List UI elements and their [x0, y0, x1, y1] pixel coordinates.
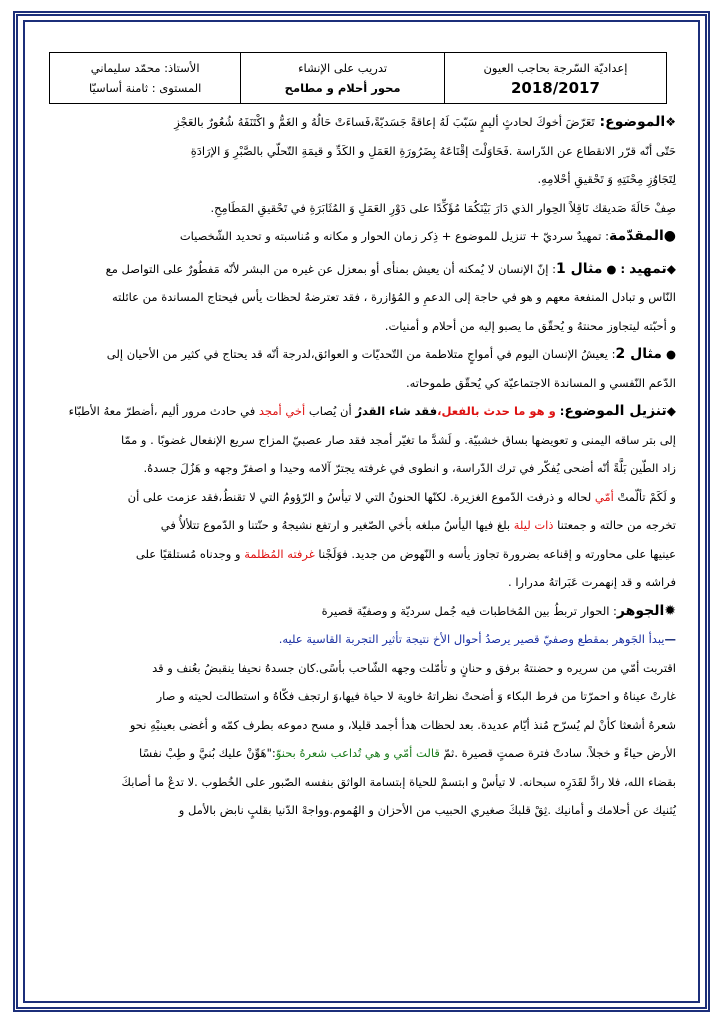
subject-line-4: صِفْ حَالَةَ صَديقك نَاقِلاً الحِوار الذي دَارَ بَيْنَكُمَا مُؤَكِّدًا على دَوْرِ العَمَلِ وَ المُثَابَرَةِ في تَحْقيقِ المَطَامِحِ. — [210, 200, 676, 215]
application-line-5b: بلغ فيها اليأسُ مبلغه بأخي الصّغير و ارتفع نشيجهُ و حنّتنا و الدّموع تتلألأُ في — [160, 518, 514, 532]
teacher-name: الأستاذ: محمّد سليماني — [90, 61, 200, 75]
school-year: 2018/2017 — [510, 79, 600, 97]
phrase-destiny: فقد شاء القدرُ — [355, 404, 438, 418]
level: المستوى : ثامنة أساسيّا — [88, 81, 202, 95]
course-title: تدريب على الإنشاء — [298, 61, 388, 75]
subject-line-2: حَتّى أنّه قرّر الانقطاع عن الدّراسة .فَحَاوَلْتَ إقْنَاعَهُ بِضَرُورَةِ العَمَلِ و الكَدِّ و قيمَةِ التّحلّي بالصَّبْرِ وَ الإرَادَةِ — [190, 143, 676, 158]
intro-label: المقدّمة — [609, 228, 664, 244]
diamond-flower-icon: ❖ — [665, 115, 676, 129]
core-section — [40, 597, 676, 825]
star-burst-icon: ✹ — [664, 602, 676, 619]
application-line-6a: عينيها على محاورته و إقناعه بضرورة تجاوز يأسه و النّهوض من جديد. فوَلَجْنا — [314, 546, 676, 561]
application-line-7: فراشه و قد إنهمرت عَبَراتهُ مدرارا . — [508, 575, 676, 589]
dark-room-word: غرفته المُظلمة — [244, 546, 315, 561]
subject-section: ❖الموضوع: تَعَرّضَ أخوكَ لحادثٍ أليمٍ سَبّبَ لَهُ إعاقةً جَسَديّةً،فَساءَتْ حَالُهُ و الغَمُّ و اكْتَنَفَهُ شُعُورٌ بالعَجْزِ حَتّى أنّه قرّر الانقطاع عن الدّراسة .فَحَاوَلْتَ إقْنَاعَهُ بِضَرُورَةِ العَمَلِ و الكَدِّ و قيمَةِ التّحلّي بالصَّبْرِ وَ الإرَادَةِ لِتَجَاوُزِ مِحْنَتِهِ وَ تَحْقيقِ أحْلامِهِ. صِفْ حَالَةَ صَديقك نَاقِلاً الحِوار الذي دَارَ بَيْنَكُمَا مُؤَكِّدًا على دَوْرِ العَمَلِ وَ المُثَابَرَةِ في تَحْقيقِ المَطَامِحِ. — [40, 108, 676, 222]
header-teacher-cell — [50, 53, 241, 104]
core-paragraph-line-5: بقضاء الله، فلا رادَّ لقَدَرِه سبحانه. لا تيأسْ و ابتسمْ للحياة إبتسامة الواثق بنفسه الصّبور على الخُطوب .لا تدعْ ما أصابكَ — [121, 774, 676, 789]
application-text-1: أن يُصاب — [305, 404, 356, 418]
preface-label: تمهيد — [629, 260, 667, 277]
intro-text: : تمهيدٌ سرديّ + تنزيل للموضوع + ذِكر زمان الحوار و مكانه و مُناسبته و تحديد الشّخصيات — [179, 229, 610, 243]
core-paragraph-line-4a: الأرض حياءً و خجلاً. سادتْ فترة صمتٍ قصيرة .ثمّ — [439, 746, 676, 760]
dash-icon: — — [664, 632, 676, 646]
core-paragraph-line-6: يُثنيك عن أحلامك و أمانيك .ثِقْ قلبكَ صغيري الحبيب من الأحزان و الهُموم.وواجهْ الدّنيا بقلبٍ نابض بالأمل و — [178, 803, 676, 817]
application-section: ◆تنزيل الموضوع: و هو ما حدث بالفعل،فقد شاء القدرُ أن يُصاب أخي أمجد في حادث مرور أليم ،أضطرّ معهُ الأطبّاء إلى بتر ساقه اليمنى و تعويضها بساق خشبيّة. و لَشدَّ ما تغيّر أمجد فقد صار عصبيّ المزاج سريع الإنفعال غضوبًا . و ممّا زاد الطّين بَلَّةً أنّه أضحى يُفكّر في ترك الدّراسة، و انطوى في غرفته يجترّ آلامه وحيدا و اصفرّ وجهه و هَزُلَ جسدهُ. و لَكَمْ تألّمتْ أمّي لحاله و ذرفت الدّموع الغزيرة. لكنّها الحنونُ التي لا تيأسُ و الرّؤومُ التي لا تقنطُ،فقد عزمت على أن تخرجه من حالته و جمعتنا ذات ليلة بلغ فيها اليأسُ مبلغه بأخي الصّغير و ارتفع نشيجهُ و حنّتنا و الدّموع تتلألأُ في عينيها على محاورته و إقناعه بضرورة تجاوز يأسه و النّهوض من جديد. فوَلَجْنا غرفته المُظلمة و وجدناه مُستلقيًا على فراشه و قد إنهمرت عَبَراتهُ مدرارا . — [40, 397, 676, 597]
example-1-line-2: النّاس و تبادل المنفعة معهم و هو في حاجة إلى الدعمِ و المُؤازرة ، فقد تعترضهُ لحظات يأس فيحتاج المساندة من عائلته — [112, 290, 676, 304]
diamond-icon: ◆ — [666, 404, 676, 418]
example-1-line-3: و أحبّته ليتجاوز محنتهُ و يُحقّق ما يصبو إليه من أحلام و أمنيات. — [384, 318, 676, 333]
example-1-label: مثال 1 — [556, 260, 603, 277]
bullet-icon: ● — [663, 228, 676, 244]
theme-title: محور أحلام و مطامح — [284, 81, 401, 95]
core-paragraph-line-2: غارتْ عيناهُ و احمرّتا من فرط البكاء وَ أضحتْ نظراتهُ خاوية لا حياة فيها،وَ ارتجف فكّاهُ و استطالت لحيته و صار — [156, 689, 676, 703]
application-line-5a: تخرجه من حالته و جمعتنا — [553, 518, 676, 532]
subject-line-3: لِتَجَاوُزِ مِحْنَتِهِ وَ تَحْقيقِ أحْلامِهِ. — [537, 172, 676, 186]
application-line-6b: و وجدناه مُستلقيًا على — [135, 546, 245, 561]
subject-line-1: تَعَرّضَ أخوكَ لحادثٍ أليمٍ سَبّبَ لَهُ إعاقةً جَسَديّةً،فَساءَتْ حَالُهُ و الغَمُّ و اكْتَنَفَهُ شُعُورٌ بالعَجْزِ — [174, 115, 595, 129]
core-paragraph-line-4b: :"هَوِّنْ عليك بُنيَّ و طِبْ نفسًا — [139, 746, 276, 760]
header-table — [49, 52, 667, 104]
example-2-label: مثال 2 — [615, 346, 662, 362]
mother-said-phrase: قالت أمّي و هي تُداعب شعرهُ بحنوّ — [275, 746, 440, 760]
document-body — [40, 52, 676, 825]
core-text: : الحوار تربطُ بين المُخاطبات فيه جُمل سرديّة و وصفيّة قصيرة — [321, 603, 617, 618]
application-line-4a: و لَكَمْ تألّمتْ — [613, 489, 676, 504]
header-course-cell — [241, 53, 445, 104]
brother-name: أخي أمجد — [258, 404, 306, 418]
mother-word: أمّي — [594, 489, 614, 504]
core-paragraph-line-1: اقتربت أمّي من سريره و حضنتهُ برفق و حنانٍ و تأمّلت وجهه الشّاحب بأسًى.كان جسدهُ نحيفا ينقبضُ بعُنف و قد — [152, 660, 676, 675]
core-blue-intro: يبدأ الجَوهر بمقطع وصفيّ قصير يرصدُ أحوال الأخ نتيجة تأثير التجربة القاسية عليه. — [278, 632, 665, 646]
application-label: تنزيل الموضوع — [564, 403, 667, 419]
application-line-4b: لحاله و ذرفت الدّموع الغزيرة. لكنّها الحنونُ التي لا تيأسُ و الرّؤومُ التي لا تقنطُ،فقد عزمت على أن — [127, 489, 595, 504]
core-paragraph-line-3: شعرهُ أشعثا كأنْ لم يُسرّح مُنذ أيّام عديدة. بعد لحظات هدأ أجمد قليلا، و مسح دموعه بطرف كمّه و أغضى بعينيْهِ نحو — [129, 717, 676, 732]
application-line-3: زاد الطّين بَلَّةً أنّه أضحى يُفكّر في ترك الدّراسة، و انطوى في غرفته يجترّ آلامه وحيدا و اصفرّ وجهه و هَزُلَ جسدهُ. — [143, 461, 676, 475]
example-2-line-1: : يعيشُ الإنسان اليوم في أمواجٍ متلاطمة من التّحديّات و العوائق،لدرجة أنّه قد يحتاج في كثير من الأحيان إلى — [106, 347, 616, 361]
one-night-word: ذات ليلة — [513, 518, 554, 532]
preface-section: ◆تمهيد : ● مثال 1: إنّ الإنسان لا يُمكنه أن يعيش بمنأى أو بمعزل عن غيره من البشر لأنّه مَفطُورٌ على التواصل مع النّاس و تبادل المنفعة معهم و هو في حاجة إلى الدعمِ و المُؤازرة ، فقد تعترضهُ لحظات يأس فيحتاج المساندة من عائلته و أحبّته ليتجاوز محنتهُ و يُحقّق ما يصبو إليه من أحلام و أمنيات. ● مثال 2: يعيشُ الإنسان اليوم في أمواجٍ متلاطمة من التّحديّات و العوائق،لدرجة أنّه قد يحتاج في كثير من الأحيان إلى الدّعم النّفسي و المساندة الاجتماعيّة كي يُحقّق طموحاته. — [40, 255, 676, 398]
application-text-2: في حادث مرور أليم ،أضطرّ معهُ الأطبّاء — [68, 404, 259, 418]
application-line-2: إلى بتر ساقه اليمنى و تعويضها بساق خشبيّة. و لَشدَّ ما تغيّر أمجد فقد صار عصبيّ المزاج سريع الإنفعال غضوبًا . و ممّا — [120, 432, 676, 447]
school-name: إعداديّة السّرجة بحاجب العيون — [483, 61, 628, 75]
header-school-cell — [444, 53, 666, 104]
example-2-line-2: الدّعم النّفسي و المساندة الاجتماعيّة كي يُحقّق طموحاته. — [405, 375, 676, 390]
diamond-icon: ◆ — [666, 261, 676, 276]
example-1-line-1: : إنّ الإنسان لا يُمكنه أن يعيش بمنأى أو بمعزل عن غيره من البشر لأنّه مَفطُورٌ على التواصل مع — [105, 261, 556, 276]
phrase-what-happened: و هو ما حدث بالفعل، — [437, 404, 556, 418]
intro-section — [40, 222, 676, 251]
subject-label: الموضوع — [605, 114, 666, 130]
core-label: الجوهر — [616, 602, 665, 619]
